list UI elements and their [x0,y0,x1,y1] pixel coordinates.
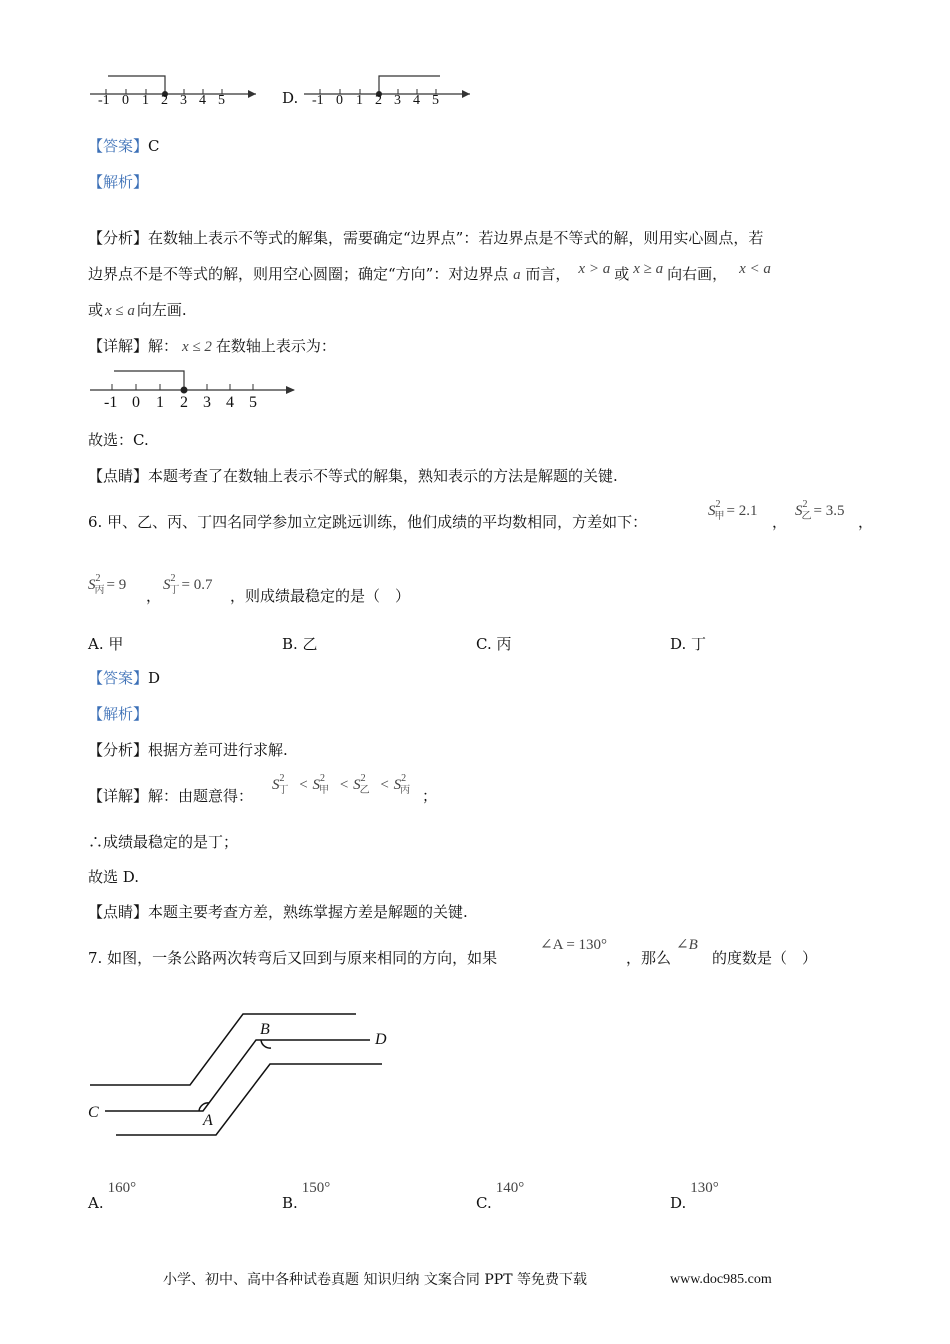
fig-label-a: A [203,1112,213,1129]
option-d-label: D. [282,89,299,107]
q5-detail: 【详解】解： x ≤ 2 在数轴上表示为： [88,337,336,355]
answer-tag: 【答案】 [88,137,149,155]
q6-fenxi: 【分析】根据方差可进行求解. [88,741,288,759]
q5-comment: 【点睛】本题考查了在数轴上表示不等式的解集，熟知表示的方法是解题的关键. [88,467,618,485]
fig-label-c: C [88,1104,99,1121]
q7-option-b[interactable]: B.150° [282,1180,331,1212]
numberline-option-c [88,70,258,110]
q6-answer: 【答案】D [88,669,161,687]
numberline-option-d [302,70,477,110]
q6-s-bing: $S^2_丙 = 9$ [88,573,127,596]
q5-choose: 故选：C. [88,431,149,449]
fig-label-b: B [260,1021,270,1038]
q6-stem-line1: 6. 甲、乙、丙、丁四名同学参加立定跳远训练，他们成绩的平均数相同，方差如下： [88,513,648,531]
fig-label-d: D [375,1031,387,1048]
q6-choose: 故选 D. [88,868,140,886]
q6-detail: 【详解】解：由题意得： [88,787,254,805]
q7-option-c[interactable]: C.140° [476,1180,525,1212]
q6-option-b[interactable]: B. 乙 [282,635,318,653]
q5-fenxi-line1: 【分析】在数轴上表示不等式的解集，需要确定“边界点”：若边界点是不等式的解，则用实心圆点，若 [88,229,764,247]
q7-option-d[interactable]: D.130° [670,1180,719,1212]
q5-answer: 【答案】C [88,137,160,155]
q6-s-yi: $S^2_乙 = 3.5$ [795,499,845,522]
q6-therefore: ∴成绩最稳定的是丁； [88,833,239,851]
q6-comment: 【点睛】本题主要考查方差，熟练掌握方差是解题的关键. [88,903,468,921]
footer-site-link[interactable]: www.doc985.com [670,1272,772,1287]
q6-option-a[interactable]: A. 甲 [88,635,124,653]
q7-road-figure [85,1005,395,1145]
q7-angle-a: ∠A = 130° [540,937,608,953]
q7-angle-b: ∠B [676,937,698,953]
q7-stem: 7. 如图，一条公路两次转弯后又回到与原来相同的方向，如果 [88,949,498,967]
q6-inequality: $S^2_丁 < S^2_甲 < S^2_乙 < S^2_丙$ [272,773,411,796]
q5-fenxi-line2: 边界点不是不等式的解，则用空心圆圈；确定“方向”：对边界点 a 而言， x > a 或 x ≥ a 向右画， x < a [88,261,771,283]
footer-text: 小学、初中、高中各种试卷真题 知识归纳 文案合同 PPT 等免费下载 [163,1272,587,1288]
q5-numberline [90,366,300,406]
q5-analysis-tag: 【解析】 [88,173,149,191]
q6-s-jia: $S^2_甲 = 2.1$ [708,499,758,522]
q6-option-c[interactable]: C. 丙 [476,635,512,653]
q7-option-a[interactable]: A.160° [88,1180,137,1212]
q6-analysis-tag: 【解析】 [88,705,149,723]
q6-s-ding: $S^2_丁 = 0.7$ [163,573,213,596]
q5-fenxi-line3: 或 x ≤ a 向左画. [88,301,187,319]
q6-option-d[interactable]: D. 丁 [670,635,707,653]
